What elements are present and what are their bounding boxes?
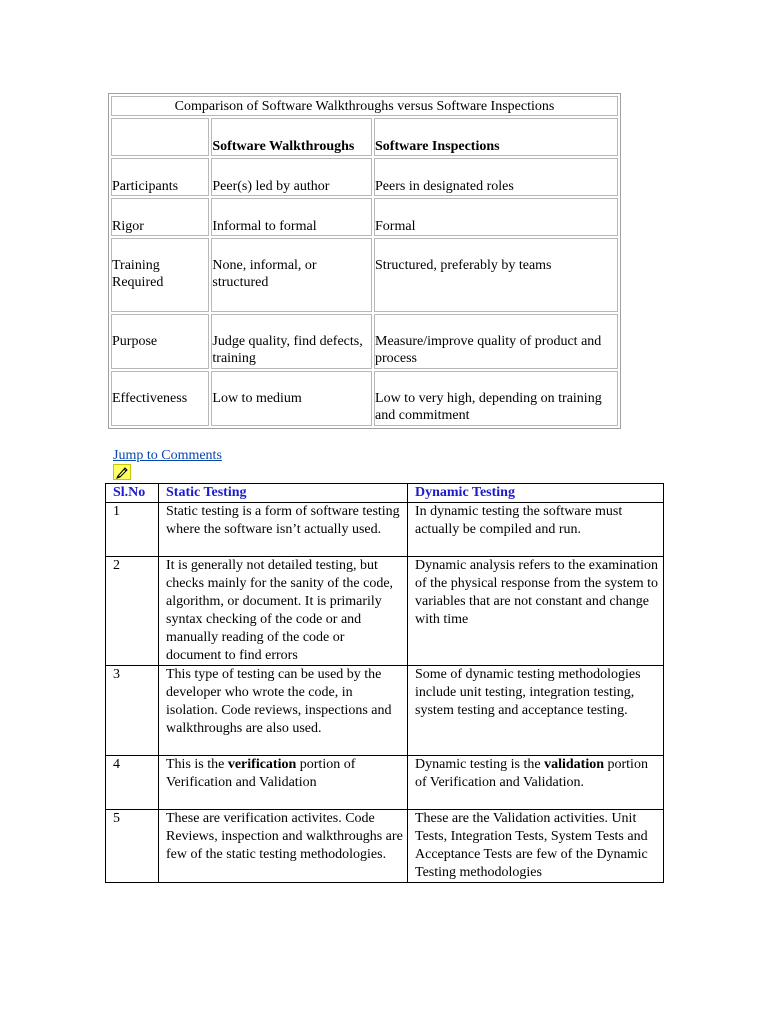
static-text-pre: This is the (166, 757, 228, 772)
table-row (106, 810, 664, 883)
row-number: 4 (106, 756, 159, 810)
static-cell: This type of testing can be used by the developer who wrote the code, in isolation. Code reviews, inspections and walkthroughs are also used. (159, 666, 408, 756)
dynamic-bold-term: validation (544, 757, 604, 772)
walkthrough-cell: Judge quality, find defects, training (211, 314, 372, 369)
row-label: Participants (111, 158, 209, 196)
table-row (111, 371, 618, 426)
row-label: Effectiveness (111, 371, 209, 426)
table-row (106, 557, 664, 666)
table-row (111, 314, 618, 369)
walkthrough-cell: Informal to formal (211, 198, 372, 236)
table-row (106, 666, 664, 756)
testing-comparison-table (105, 483, 664, 883)
dynamic-cell (408, 756, 664, 810)
edit-pencil-icon[interactable] (113, 464, 131, 480)
table-row (106, 503, 664, 557)
static-cell: Static testing is a form of software testing where the software isn’t actually used. (159, 503, 408, 557)
table-row (111, 158, 618, 196)
row-number: 1 (106, 503, 159, 557)
static-cell: It is generally not detailed testing, but checks mainly for the sanity of the code, algorithm, or document. It is primarily syntax checking of the code or and manually reading of the code or document to find errors (159, 557, 408, 666)
row-label: Purpose (111, 314, 209, 369)
dynamic-text-post: portion of Verification and Validation. (415, 757, 648, 790)
static-cell (159, 756, 408, 810)
inspection-cell: Structured, preferably by teams (374, 238, 618, 312)
walkthrough-cell: None, informal, or structured (211, 238, 372, 312)
table-header-row (111, 118, 618, 156)
dynamic-cell: In dynamic testing the software must actually be compiled and run. (408, 503, 664, 557)
row-label: Rigor (111, 198, 209, 236)
walkthrough-cell: Peer(s) led by author (211, 158, 372, 196)
inspection-cell: Formal (374, 198, 618, 236)
row-number: 3 (106, 666, 159, 756)
header-cell-walkthroughs: Software Walkthroughs (211, 118, 372, 156)
comparison-table (108, 93, 621, 429)
dynamic-text-pre: Dynamic testing is the (415, 757, 545, 772)
walkthrough-cell: Low to medium (211, 371, 372, 426)
table-header-row (106, 484, 664, 503)
dynamic-cell: These are the Validation activities. Unit Tests, Integration Tests, System Tests and Acceptance Tests are few of the Dynamic Testing methodologies (408, 810, 664, 883)
dynamic-cell: Dynamic analysis refers to the examination of the physical response from the system to variables that are not constant and change with time (408, 557, 664, 666)
comparison-table-title: Comparison of Software Walkthroughs versus Software Inspections (111, 96, 618, 116)
table-row (111, 238, 618, 312)
static-bold-term: verification (227, 757, 297, 772)
jump-to-comments-link[interactable]: Jump to Comments (113, 448, 222, 463)
header-cell-inspections: Software Inspections (374, 118, 618, 156)
row-number: 2 (106, 557, 159, 666)
inspection-cell: Low to very high, depending on training and commitment (374, 371, 618, 426)
header-cell-dynamic: Dynamic Testing (408, 484, 664, 503)
inspection-cell: Peers in designated roles (374, 158, 618, 196)
table-row (111, 198, 618, 236)
header-cell-slno: Sl.No (106, 484, 159, 503)
inspection-cell: Measure/improve quality of product and process (374, 314, 618, 369)
row-label: Training Required (111, 238, 209, 312)
header-cell-static: Static Testing (159, 484, 408, 503)
row-number: 5 (106, 810, 159, 883)
dynamic-cell: Some of dynamic testing methodologies include unit testing, integration testing, system testing and acceptance testing. (408, 666, 664, 756)
static-cell: These are verification activites. Code Reviews, inspection and walkthroughs are few of the static testing methodologies. (159, 810, 408, 883)
static-text-post: portion of Verification and Validation (166, 757, 356, 790)
table-row (111, 96, 618, 116)
header-cell-empty (111, 118, 209, 156)
table-row (106, 756, 664, 810)
